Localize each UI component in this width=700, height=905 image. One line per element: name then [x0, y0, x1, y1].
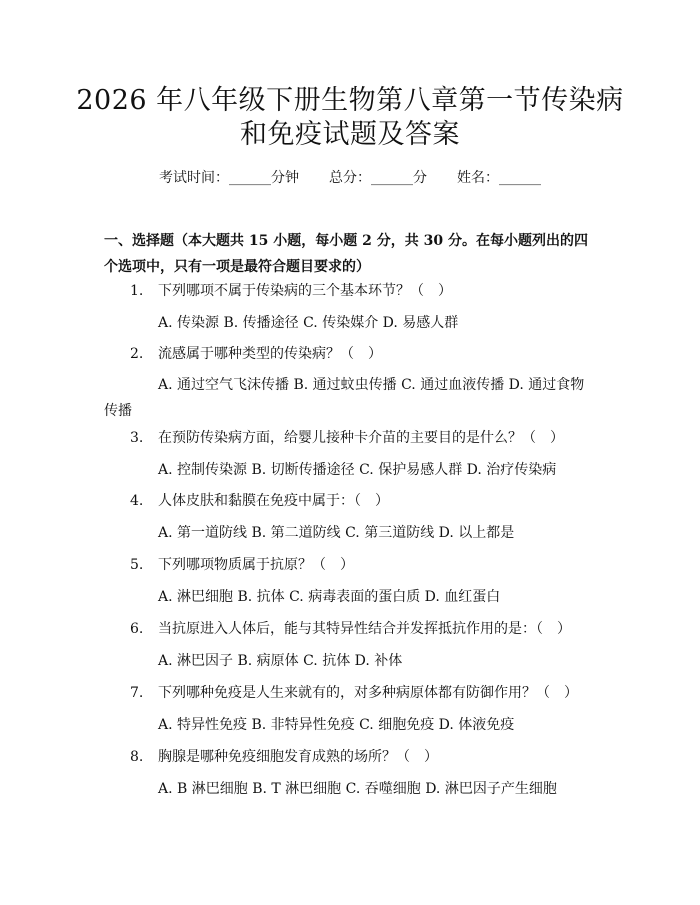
question-number: 2. — [130, 346, 144, 362]
question-options: A. 淋巴细胞 B. 抗体 C. 病毒表面的蛋白质 D. 血红蛋白 — [158, 589, 501, 605]
question-options: A. 传染源 B. 传播途径 C. 传染媒介 D. 易感人群 — [158, 315, 459, 331]
question-text: 人体皮肤和黏膜在免疫中属于：（ ） — [158, 493, 389, 509]
student-name-field: 姓名：______ — [457, 170, 541, 186]
exam-meta — [0, 168, 700, 188]
section-heading: 一、选择题（本大题共 15 小题，每小题 2 分，共 30 分。在每小题列出的四个选项中，只有一项是最符合题目要求的） — [104, 233, 588, 275]
question-number: 1. — [130, 283, 144, 299]
question-text: 下列哪项不属于传染病的三个基本环节？（ ） — [158, 283, 452, 299]
question-text: 下列哪项物质属于抗原？（ ） — [158, 557, 354, 573]
question-number: 6. — [130, 621, 144, 637]
question-options: A. 第一道防线 B. 第二道防线 C. 第三道防线 D. 以上都是 — [158, 525, 515, 541]
question-text: 当抗原进入人体后，能与其特异性结合并发挥抵抗作用的是：（ ） — [158, 621, 571, 637]
question-number: 3. — [130, 430, 144, 446]
question-number: 4. — [130, 493, 144, 509]
exam-time-field: 考试时间：______分钟 — [159, 170, 299, 186]
question-options: A. 通过空气飞沫传播 B. 通过蚊虫传播 C. 通过血液传播 D. 通过食物传播 — [104, 377, 585, 419]
page-title-line-1: 2026 年八年级下册生物第八章第一节传染病 — [76, 85, 624, 116]
question-text: 胸腺是哪种免疫细胞发育成熟的场所？（ ） — [158, 749, 438, 765]
question-options: A. B 淋巴细胞 B. T 淋巴细胞 C. 吞噬细胞 D. 淋巴因子产生细胞 — [158, 781, 557, 797]
question-options: A. 控制传染源 B. 切断传播途径 C. 保护易感人群 D. 治疗传染病 — [158, 462, 557, 478]
question-text: 下列哪种免疫是人生来就有的，对多种病原体都有防御作用？（ ） — [158, 685, 578, 701]
question-text: 流感属于哪种类型的传染病？（ ） — [158, 346, 382, 362]
question-number: 7. — [130, 685, 144, 701]
question-number: 8. — [130, 749, 144, 765]
question-number: 5. — [130, 557, 144, 573]
question-options: A. 淋巴因子 B. 病原体 C. 抗体 D. 补体 — [158, 653, 403, 669]
question-text: 在预防传染病方面，给婴儿接种卡介苗的主要目的是什么？（ ） — [158, 430, 564, 446]
total-score-field: 总分：______分 — [329, 170, 427, 186]
question-options: A. 特异性免疫 B. 非特异性免疫 C. 细胞免疫 D. 体液免疫 — [158, 717, 515, 733]
page-title-line-2: 和免疫试题及答案 — [240, 119, 460, 150]
